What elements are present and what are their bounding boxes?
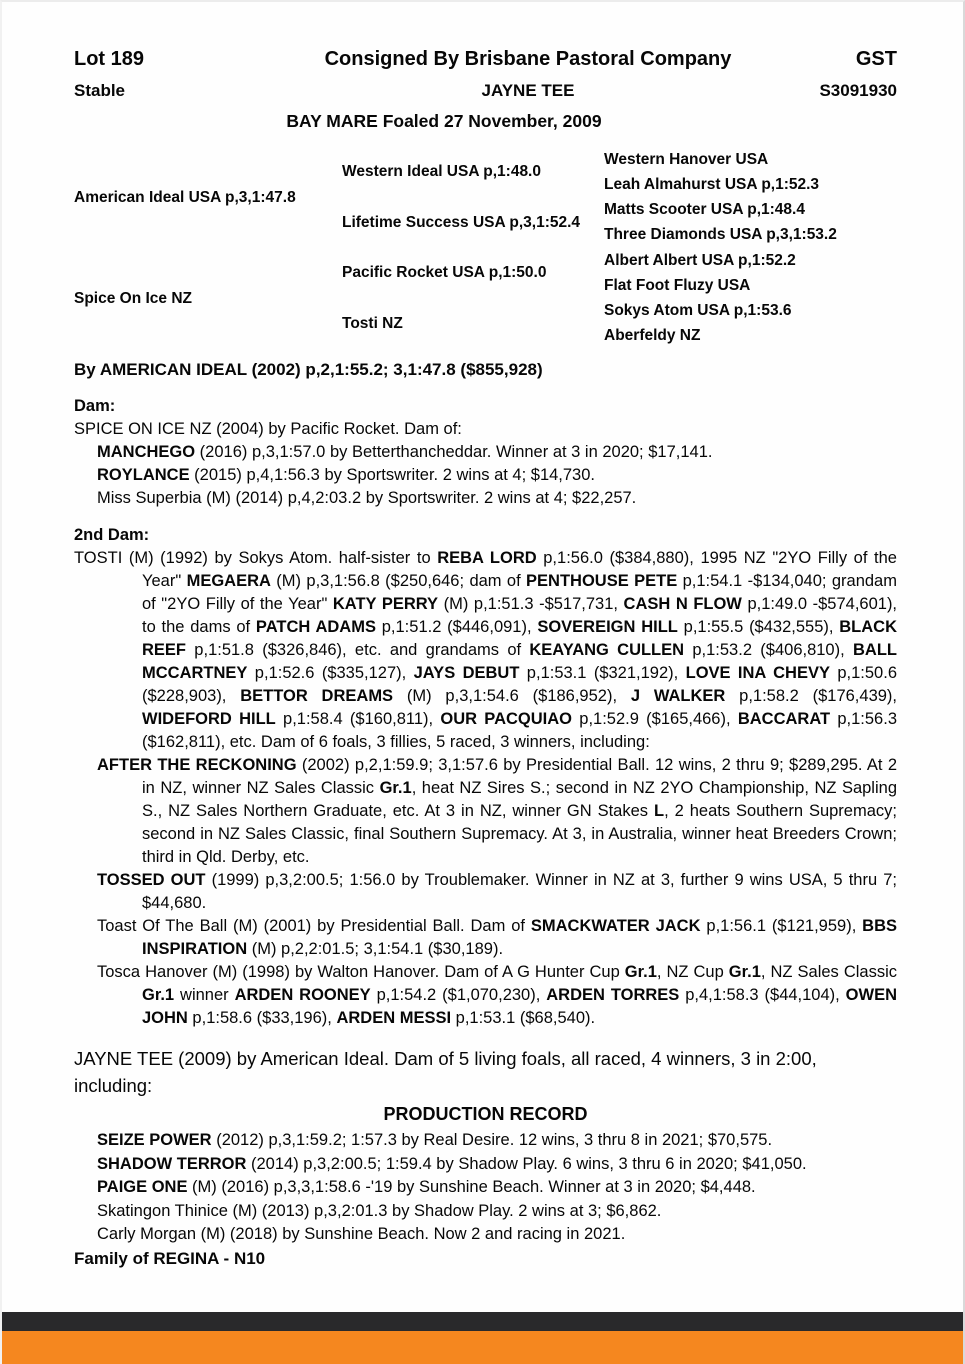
producer-paragraph: JAYNE TEE (2009) by American Ideal. Dam of 5 living foals, all raced, 4 winners, 3 in 2:00, including:	[74, 1048, 817, 1096]
production-entry: SHADOW TERROR (2014) p,3,2:00.5; 1:59.4 by Shadow Play. 6 wins, 3 thru 6 in 2020; $41,050.	[97, 1154, 807, 1173]
pedigree-dam-sire: Pacific Rocket USA p,1:50.0	[342, 264, 547, 282]
pedigree-great-grandparent-3: Matts Scooter USA p,1:48.4	[604, 201, 805, 219]
dam-progeny-entry: Miss Superbia (M) (2014) p,4,2:03.2 by Sportswriter. 2 wins at 4; $22,257.	[97, 489, 637, 507]
pedigree-great-grandparent-1: Western Hanover USA	[604, 150, 769, 168]
production-entry: SEIZE POWER (2012) p,3,1:59.2; 1:57.3 by Real Desire. 12 wins, 3 thru 8 in 2021; $70,575.	[97, 1131, 773, 1149]
footer-orange-band	[2, 1331, 963, 1364]
second-dam-progeny-entry: Tosca Hanover (M) (1998) by Walton Hanover. Dam of A G Hunter Cup Gr.1, NZ Cup Gr.1, NZ Sales Classic Gr.1 winner ARDEN ROONEY p,1:54.2 ($1,070,230), ARDEN TORRES p,4,1:58.3 ($44,104), OWEN JOHN p,1:58.6 ($33,196), ARDEN MESSI p,1:53.1 ($68,540).	[97, 963, 897, 1027]
pedigree-generation-1	[74, 147, 342, 349]
pedigree-great-grandparent-5: Albert Albert USA p,1:52.2	[604, 251, 796, 269]
second-dam-progeny-entry: Toast Of The Ball (M) (2001) by Presidential Ball. Dam of SMACKWATER JACK p,1:56.1 ($121,959), BBS INSPIRATION (M) p,2,2:01.5; 3,1:54.1 ($30,189).	[97, 917, 898, 958]
pedigree-sire: American Ideal USA p,3,1:47.8	[74, 188, 296, 206]
pedigree-great-grandparent-2: Leah Almahurst USA p,1:52.3	[604, 175, 820, 193]
second-dam-progeny-entry: TOSSED OUT (1999) p,3,2:00.5; 1:56.0 by Troublemaker. Winner in NZ at 3, further 9 wins USA, 5 thru 7; $44,680.	[97, 871, 897, 912]
catalog-page	[2, 2, 965, 1271]
pedigree-great-grandparent-8: Aberfeldy NZ	[604, 327, 701, 345]
consignor-title: Consigned By Brisbane Pastoral Company	[324, 48, 732, 70]
gst-label: GST	[855, 48, 897, 70]
pedigree-table	[74, 147, 897, 349]
production-record-list	[74, 1129, 897, 1247]
second-dam-paragraph: TOSTI (M) (1992) by Sokys Atom. half-sister to REBA LORD p,1:56.0 ($384,880), 1995 NZ "2YO Filly of the Year" MEGAERA (M) p,3,1:56.8 ($250,646; dam of PENTHOUSE PETE p,1:54.1 -$134,040; grandam of "2YO Filly of the Year" KATY PERRY (M) p,1:51.3 -$517,731, CASH N FLOW p,1:49.0 -$574,601), to the dams of PATCH ADAMS p,1:51.2 ($446,091), SOVEREIGN HILL p,1:55.5 ($432,555), BLACK REEF p,1:51.8 ($326,846), etc. and grandams of KEAYANG CULLEN p,1:53.2 ($406,810), BALL MCCARTNEY p,1:52.6 ($335,127), JAYS DEBUT p,1:53.1 ($321,192), LOVE INA CHEVY p,1:50.6 ($228,903), BETTOR DREAMS (M) p,3,1:54.6 ($186,952), J WALKER p,1:58.2 ($176,439), WIDEFORD HILL p,1:58.4 ($160,811), OUR PACQUIAO p,1:52.9 ($165,466), BACCARAT p,1:56.3 ($162,811), etc. Dam of 6 foals, 3 fillies, 5 raced, 3 winners, including:	[74, 549, 898, 751]
header-row-2	[74, 80, 897, 102]
catalog-code: S3091930	[819, 81, 897, 100]
family-line: Family of REGINA - N10	[74, 1248, 266, 1268]
pedigree-sire-dam: Lifetime Success USA p,3,1:52.4	[342, 213, 581, 231]
pedigree-generation-3	[604, 147, 897, 349]
pedigree-generation-2	[342, 147, 604, 349]
pedigree-great-grandparent-6: Flat Foot Fluzy USA	[604, 276, 751, 294]
dam-progeny-entry: MANCHEGO (2016) p,3,1:57.0 by Betterthancheddar. Winner at 3 in 2020; $17,141.	[97, 443, 713, 461]
production-entry: Carly Morgan (M) (2018) by Sunshine Beach. Now 2 and racing in 2021.	[97, 1225, 626, 1243]
pedigree-great-grandparent-7: Sokys Atom USA p,1:53.6	[604, 302, 792, 320]
header-row-1	[74, 46, 897, 72]
lot-number: Lot 189	[74, 48, 145, 70]
horse-name: JAYNE TEE	[481, 81, 575, 100]
pedigree-dam-dam: Tosti NZ	[342, 314, 403, 332]
dam-heading: Dam:	[74, 397, 116, 415]
pedigree-great-grandparent-4: Three Diamonds USA p,3,1:53.2	[604, 226, 837, 244]
second-dam-heading: 2nd Dam:	[74, 526, 150, 544]
horse-description: BAY MARE Foaled 27 November, 2009	[286, 111, 602, 131]
production-entry: PAIGE ONE (M) (2016) p,3,3,1:58.6 -'19 by Sunshine Beach. Winner at 3 in 2020; $4,448.	[97, 1178, 756, 1196]
sire-summary-line: By AMERICAN IDEAL (2002) p,2,1:55.2; 3,1:47.8 ($855,928)	[74, 360, 543, 379]
second-dam-progeny-entry: AFTER THE RECKONING (2002) p,2,1:59.9; 3,1:57.6 by Presidential Ball. 12 wins, 2 thru 9; $289,295. At 2 in NZ, winner NZ Sales Classic Gr.1, heat NZ Sires S.; second in NZ 2YO Championship, NZ Sapling S., NZ Sales Northern Graduate, etc. At 3 in NZ, winner GN Stakes L, 2 heats Southern Supremacy; second in NZ Sales Classic, final Southern Supremacy. At 3, in Australia, winner heat Breeders Crown; third in Qld. Derby, etc.	[97, 756, 897, 866]
pedigree-sire-sire: Western Ideal USA p,1:48.0	[342, 163, 541, 181]
dam-progeny-entry: ROYLANCE (2015) p,4,1:56.3 by Sportswriter. 2 wins at 4; $14,730.	[97, 466, 595, 484]
production-entry: Skatingon Thinice (M) (2013) p,3,2:01.3 by Shadow Play. 2 wins at 3; $6,862.	[97, 1201, 662, 1220]
footer-dark-band	[2, 1312, 963, 1331]
dam-intro-line: SPICE ON ICE NZ (2004) by Pacific Rocket. Dam of:	[74, 420, 462, 438]
pedigree-dam: Spice On Ice NZ	[74, 289, 193, 307]
production-record-heading: PRODUCTION RECORD	[383, 1104, 588, 1124]
stable-label: Stable	[74, 81, 126, 100]
